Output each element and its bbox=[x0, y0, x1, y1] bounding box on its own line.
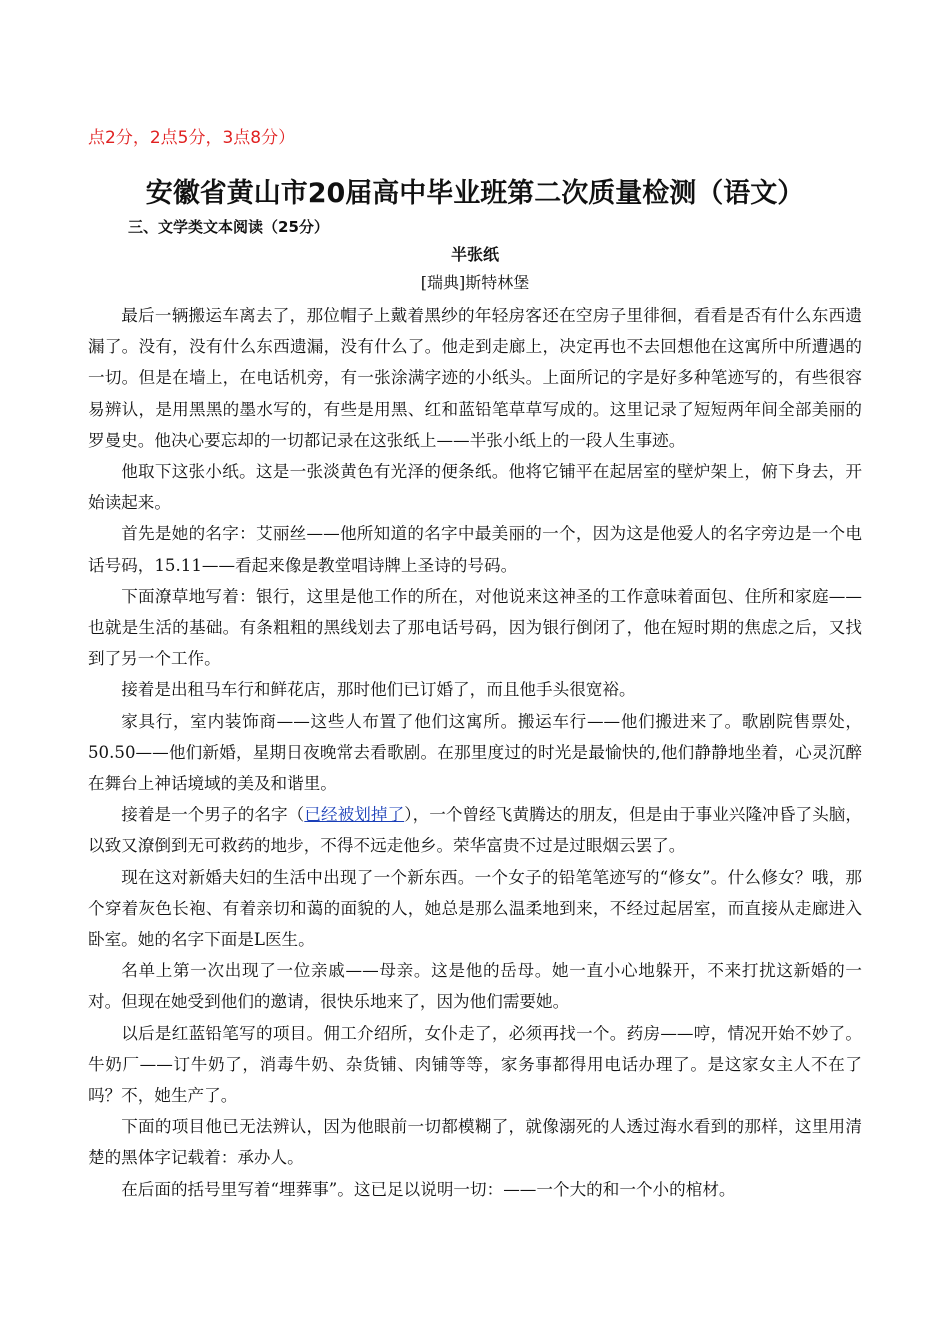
section-heading: 三、文学类文本阅读（25分） bbox=[128, 218, 329, 236]
story-paragraph: 名单上第一次出现了一位亲戚——母亲。这是他的岳母。她一直小心地躲开，不来打扰这新婚的一对。但现在她受到他们的邀请，很快乐地来了，因为他们需要她。 bbox=[88, 961, 862, 1012]
paragraph-text-before-link: 接着是一个男子的名字（ bbox=[121, 805, 305, 825]
story-title: 半张纸 bbox=[450, 245, 499, 264]
story-paragraph bbox=[88, 799, 862, 861]
story-body bbox=[88, 300, 862, 1205]
story-paragraph: 最后一辆搬运车离去了，那位帽子上戴着黑纱的年轻房客还在空房子里徘徊，看看是否有什么东西遗漏了。没有，没有什么东西遗漏，没有什么了。他走到走廊上，决定再也不去回想他在这寓所中所遭遇的一切。但是在墙上，在电话机旁，有一张涂满字迹的小纸头。上面所记的字是好多种笔迹写的，有些很容易辨认，是用黑黑的墨水写的，有些是用黑、红和蓝铅笔草草写成的。这里记录了短短两年间全部美丽的罗曼史。他决心要忘却的一切都记录在这张纸上——半张小纸上的一段人生事迹。 bbox=[88, 306, 862, 450]
story-author: [瑞典]斯特林堡 bbox=[420, 273, 530, 292]
story-paragraph: 以后是红蓝铅笔写的项目。佣工介绍所，女仆走了，必须再找一个。药房——哼，情况开始不妙了。牛奶厂——订牛奶了，消毒牛奶、杂货铺、肉铺等等，家务事都得用电话办理了。是这家女主人不在了吗？不，她生产了。 bbox=[88, 1023, 862, 1106]
story-paragraph: 他取下这张小纸。这是一张淡黄色有光泽的便条纸。他将它铺平在起居室的壁炉架上，俯下身去，开始读起来。 bbox=[88, 462, 862, 513]
story-paragraph: 首先是她的名字：艾丽丝——他所知道的名字中最美丽的一个，因为这是他爱人的名字旁边是一个电话号码，15.11——看起来像是教堂唱诗牌上圣诗的号码。 bbox=[88, 524, 862, 575]
story-paragraph: 接着是出租马车行和鲜花店，那时他们已订婚了，而且他手头很宽裕。 bbox=[121, 680, 636, 700]
crossed-out-name-link[interactable]: 已经被划掉了 bbox=[304, 805, 405, 825]
exam-title: 安徽省黄山市20届高中毕业班第二次质量检测（语文） bbox=[145, 178, 805, 209]
paragraph-text-after-link: ），一个曾经飞黄腾达的朋友，但是由于事业兴隆冲昏了头脑，以致又潦倒到无可救药的地步，不得不远走他乡。荣华富贵不过是过眼烟云罢了。 bbox=[88, 805, 863, 856]
story-paragraph: 下面潦草地写着：银行，这里是他工作的所在，对他说来这神圣的工作意味着面包、住所和家庭——也就是生活的基础。有条粗粗的黑线划去了那电话号码，因为银行倒闭了，他在短时期的焦虑之后，又找到了另一个工作。 bbox=[88, 586, 862, 669]
story-paragraph: 在后面的括号里写着“埋葬事”。这已足以说明一切：——一个大的和一个小的棺材。 bbox=[121, 1179, 736, 1199]
story-paragraph: 现在这对新婚夫妇的生活中出现了一个新东西。一个女子的铅笔笔迹写的“修女”。什么修女？哦，那个穿着灰色长袍、有着亲切和蔼的面貌的人，她总是那么温柔地到来，不经过起居室，而直接从走廊进入卧室。她的名字下面是L医生。 bbox=[88, 867, 862, 950]
story-paragraph: 下面的项目他已无法辨认，因为他眼前一切都模糊了，就像溺死的人透过海水看到的那样，这里用清楚的黑体字记载着：承办人。 bbox=[88, 1117, 862, 1168]
carryover-scoring-note: 点2分，2点5分，3点8分） bbox=[88, 128, 296, 148]
story-paragraph: 家具行，室内装饰商——这些人布置了他们这寓所。搬运车行——他们搬进来了。歌剧院售票处，50.50——他们新婚，星期日夜晚常去看歌剧。在那里度过的时光是最愉快的,他们静静地坐着，心灵沉醉在舞台上神话境域的美及和谐里。 bbox=[88, 711, 862, 794]
